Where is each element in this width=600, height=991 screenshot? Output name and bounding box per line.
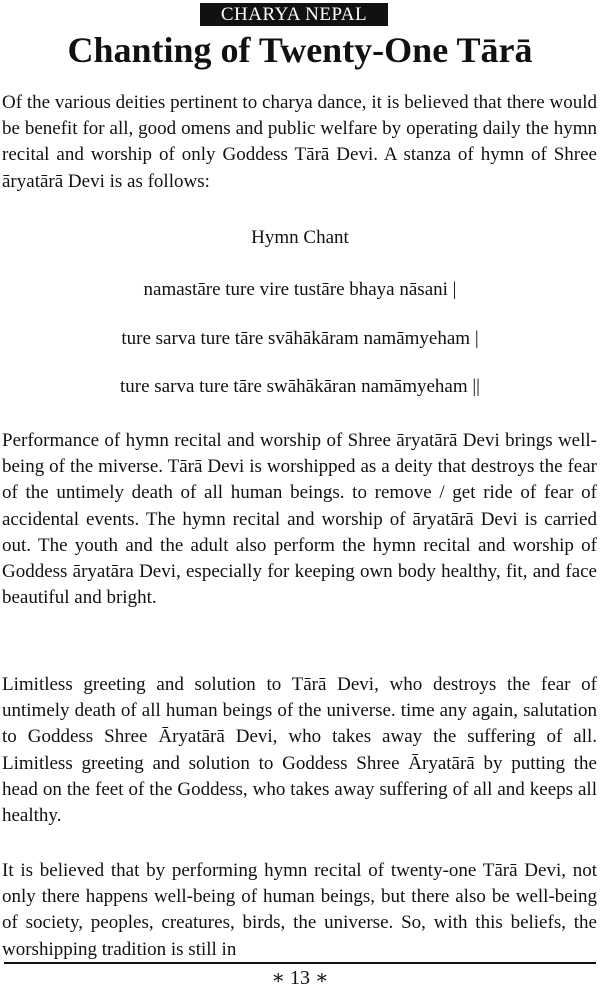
footer-rule [4,962,596,964]
paragraph-greeting: Limitless greeting and solution to Tārā Devi, who destroys the fear of untimely death of all human beings of the universe. time any again, salutation to Goddess Shree Āryatārā Devi, who takes away the suffering of all. Limitless greeting and solution to Goddess Shree Āryatārā by putting the head on the feet of the Goddess, who takes away suffering of all and keeps all healthy. [2,674,597,827]
hymn-heading: Hymn Chant [251,227,349,248]
paragraph-intro: Of the various deities pertinent to charya dance, it is believed that there would be benefit for all, good omens and public welfare by operating daily the hymn recital and worship of only Goddess Tārā Devi. A stanza of hymn of Shree āryatārā Devi is as follows: [2,92,597,192]
hymn-line-1: namastāre ture vire tustāre bhaya nāsani | [143,279,457,300]
running-header: CHARYA NEPAL [200,3,388,26]
hymn-line-3: ture sarva ture tāre swāhākāran namāmyeham || [120,376,480,397]
paragraph-belief: It is believed that by performing hymn recital of twenty-one Tārā Devi, not only there happens well-being of human beings, but there also be well-being of society, peoples, creatures, birds, the universe. So, with this beliefs, the worshipping tradition is still in [2,860,597,960]
hymn-line-2: ture sarva ture tāre svāhākāram namāmyeham | [121,328,479,349]
page-number: ∗ 13 ∗ [271,967,329,989]
paragraph-performance: Performance of hymn recital and worship of Shree āryatārā Devi brings well-being of the miverse. Tārā Devi is worshipped as a deity that destroys the fear of the untimely death of all human beings. to remove / get ride of fear of accidental events. The hymn recital and worship of āryatārā Devi is carried out. The youth and the adult also perform the hymn recital and worship of Goddess āryatāra Devi, especially for keeping own body healthy, fit, and face beautiful and bright. [2,430,597,609]
page-title: Chanting of Twenty-One Tārā [67,30,533,70]
